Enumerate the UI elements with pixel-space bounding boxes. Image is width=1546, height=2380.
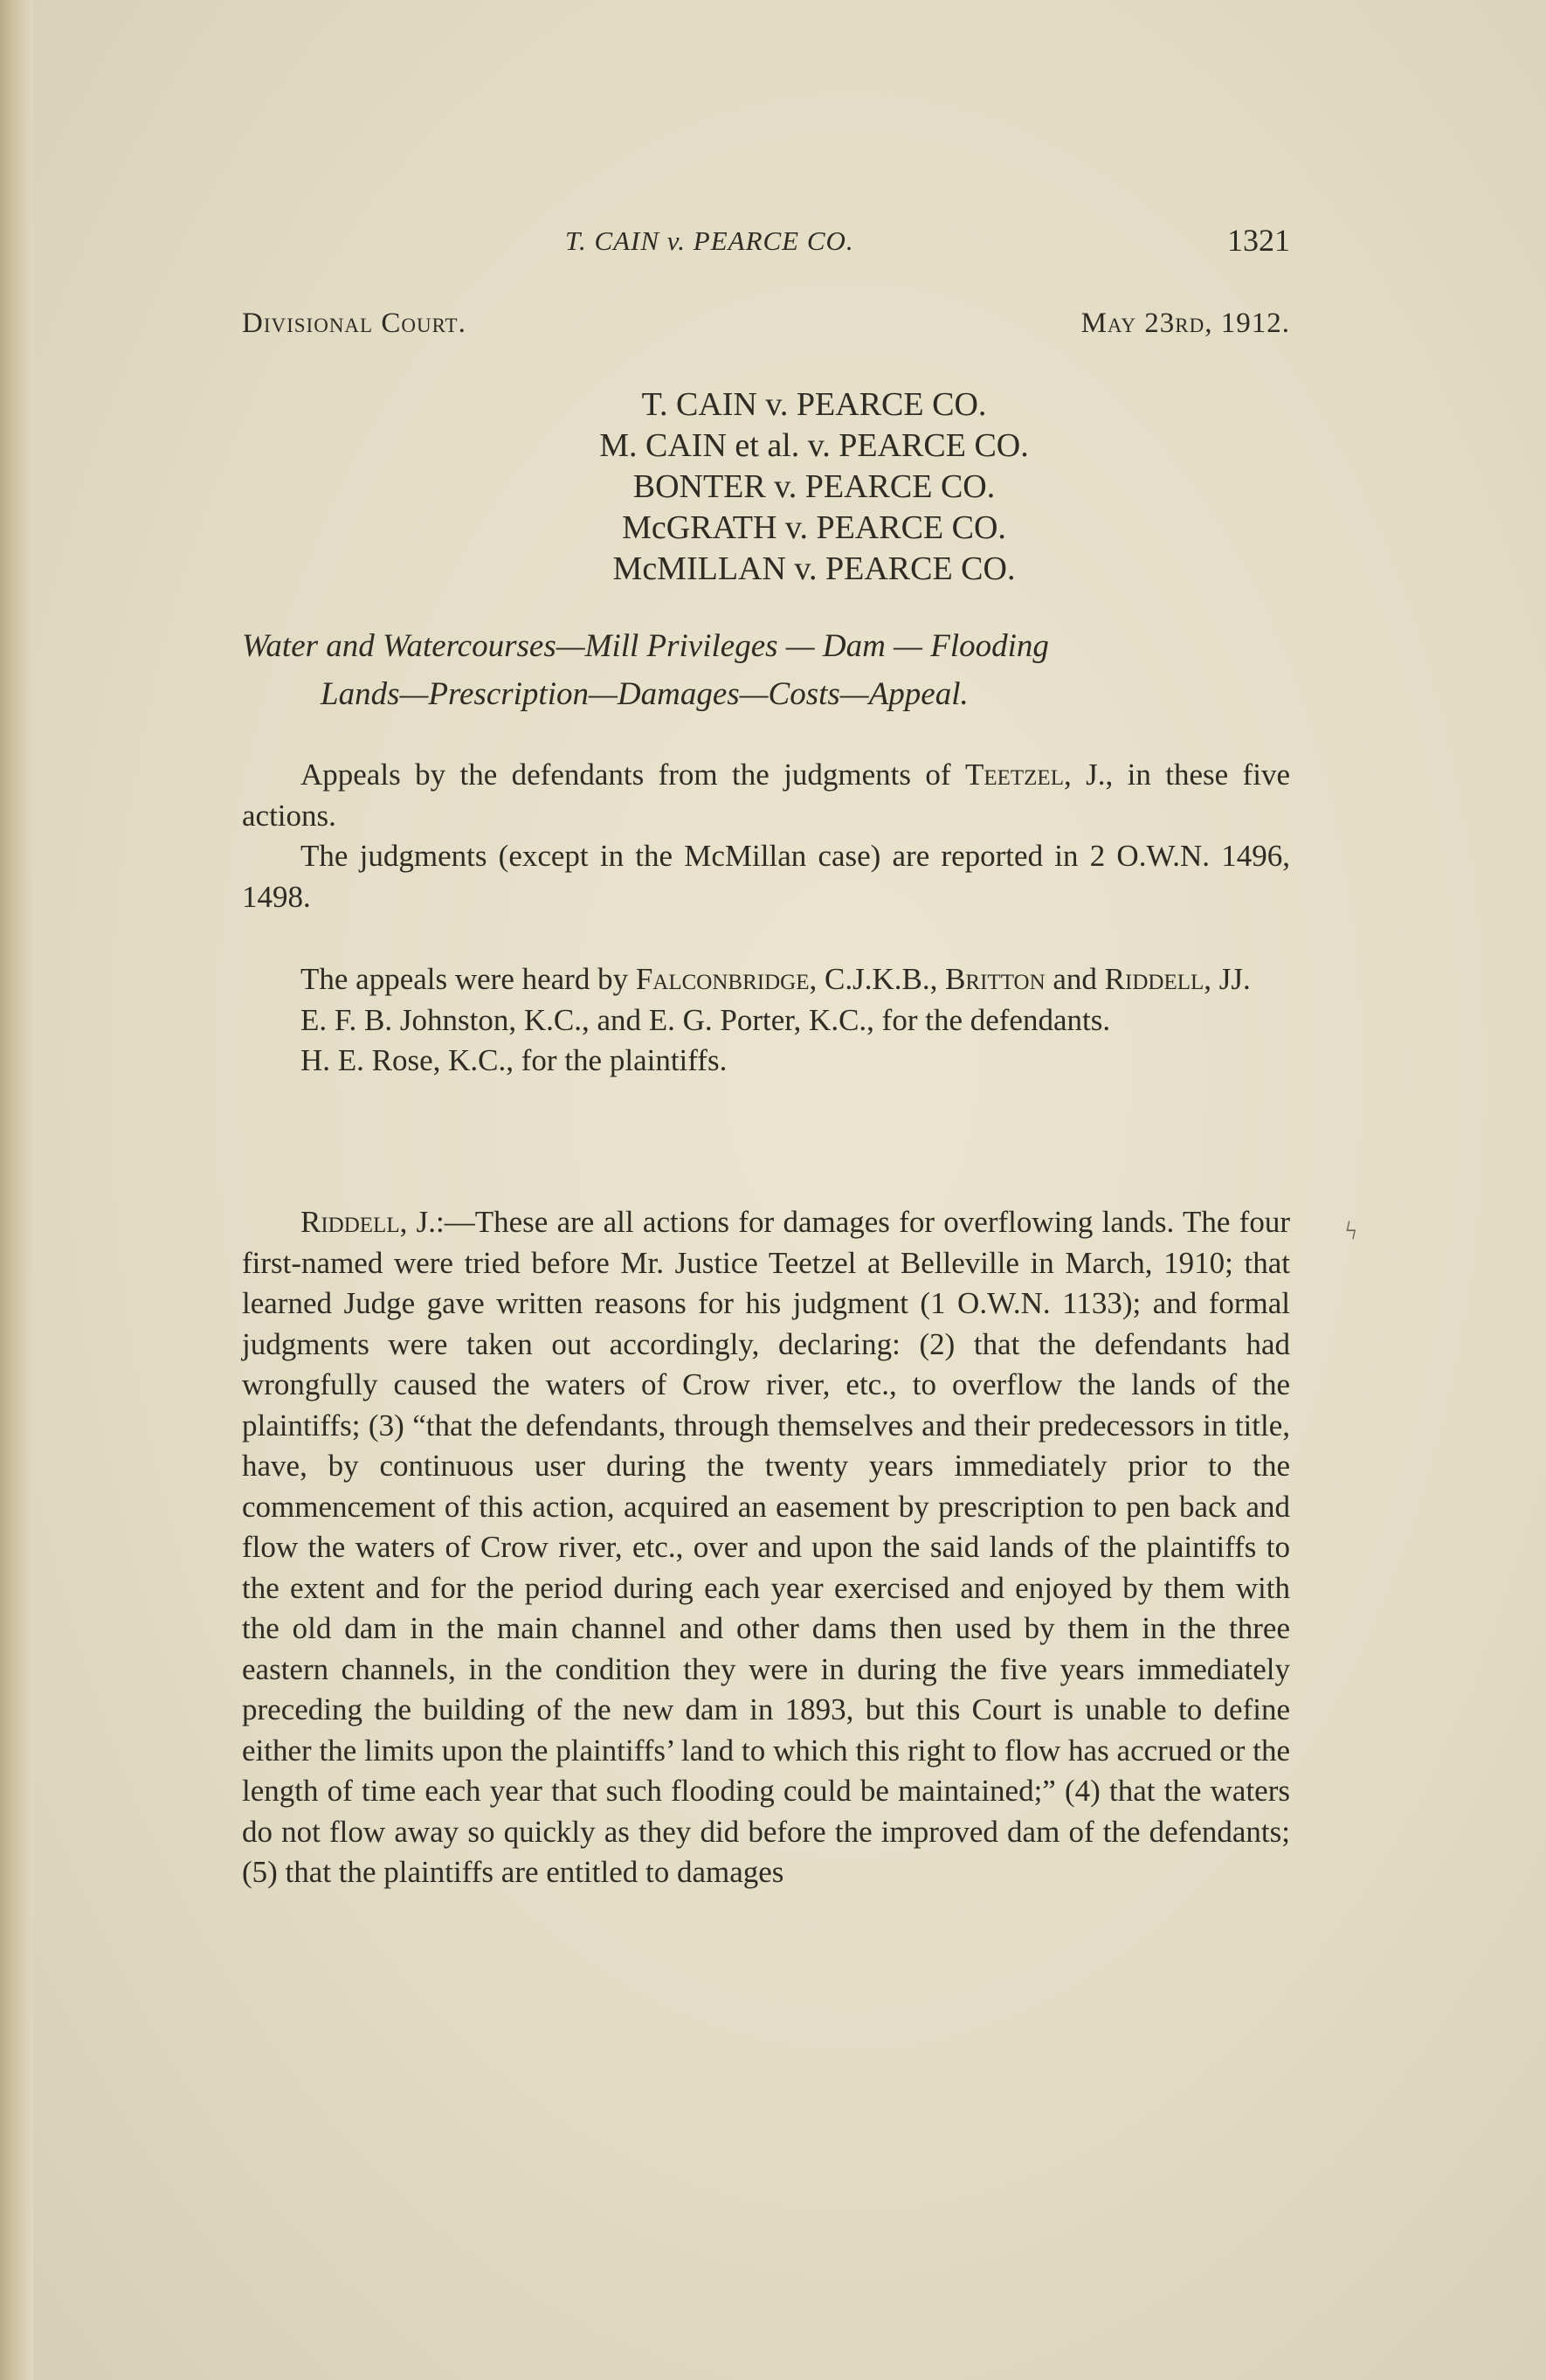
court-date-line: [242, 308, 1290, 351]
text-run: J., in these five actions.: [242, 758, 1290, 833]
judge-name: Riddell,: [300, 1205, 408, 1239]
case-title: McMILLAN v. PEARCE CO.: [612, 550, 1016, 587]
reported-paragraph: The judgments (except in the McMillan case) are reported in 2 O.W.N. 1496, 1498.: [242, 839, 1290, 914]
judgment-text: J.:—These are all actions for damages for overflowing lands. The four first-named were tried before Mr. Justice Teetzel at Belleville in March, 1910; that learned Judge gave written reasons for his judgment (1 O.W.N. 1133); and formal judgments were taken out accordingly, declaring: (2) that the defendants had wrongfully caused the waters of Crow river, etc., to overflow the lands of the plaintiffs; (3) “that the defendants, through themselves and their predecessors in title, have, by continuous user during the twenty years immediately prior to the commencement of this action, acquired an easement by prescription to pen back and flow the waters of Crow river, etc., over and upon the said lands of the plaintiffs to the extent and for the period during each year exercised and enjoyed by them with the old dam in the main channel and other dams then used by them in the three eastern channels, in the condition they were in during the five years immediately preceding the building of the new dam in 1893, but this Court is unable to define either the limits upon the plaintiffs’ land to which this right to flow has accrued or the length of time each year that such flooding could be maintained;” (4) that the waters do not flow away so quickly as they did before the improved dam of the defendants; (5) that the plaintiffs are entitled to damages: [242, 1205, 1290, 1889]
text-run: Appeals by the defendants from the judgments of: [300, 758, 965, 792]
counsel-plaintiffs: H. E. Rose, K.C., for the plaintiffs.: [300, 1043, 728, 1077]
case-title: T. CAIN v. PEARCE CO.: [641, 386, 987, 423]
case-title: BONTER v. PEARCE CO.: [632, 468, 996, 505]
headnote: [242, 622, 1290, 718]
hearing-section: [242, 959, 1290, 1082]
judge-name: Teetzel,: [964, 758, 1072, 792]
running-head: [242, 225, 1290, 269]
headnote-line: Lands—Prescription—Damages—Costs—Appeal.: [321, 676, 969, 712]
appeals-paragraph: [242, 755, 1290, 836]
judge-name: Britton: [945, 962, 1046, 996]
judgment-paragraph: [242, 1202, 1290, 1893]
margin-mark: ϟ: [1345, 1216, 1357, 1245]
text-run: JJ.: [1211, 962, 1251, 996]
case-titles: [242, 384, 1290, 590]
court-name: Divisional Court.: [242, 308, 466, 339]
case-title: McGRATH v. PEARCE CO.: [622, 509, 1006, 546]
running-head-title: T. CAIN v. PEARCE CO.: [565, 225, 854, 256]
headnote-line: Water and Watercourses—Mill Privileges — Dam — Flooding: [242, 628, 1049, 664]
judge-name: Riddell,: [1104, 962, 1212, 996]
counsel-defendants: E. F. B. Johnston, K.C., and E. G. Porter, K.C., for the defendants.: [300, 1002, 1111, 1037]
text-run: and: [1045, 962, 1105, 996]
page-number: 1321: [1227, 223, 1290, 258]
judge-name: Falconbridge,: [635, 962, 818, 996]
heard-paragraph: [242, 959, 1290, 1000]
text-run: The appeals were heard by: [300, 962, 636, 996]
case-title: M. CAIN et al. v. PEARCE CO.: [599, 427, 1029, 464]
text-run: C.J.K.B.,: [817, 962, 946, 996]
page-spine-shadow: [0, 0, 33, 2380]
intro-section: [242, 755, 1290, 917]
judgment-date: May 23rd, 1912.: [1080, 308, 1290, 339]
judgment-section: [242, 1202, 1290, 1893]
